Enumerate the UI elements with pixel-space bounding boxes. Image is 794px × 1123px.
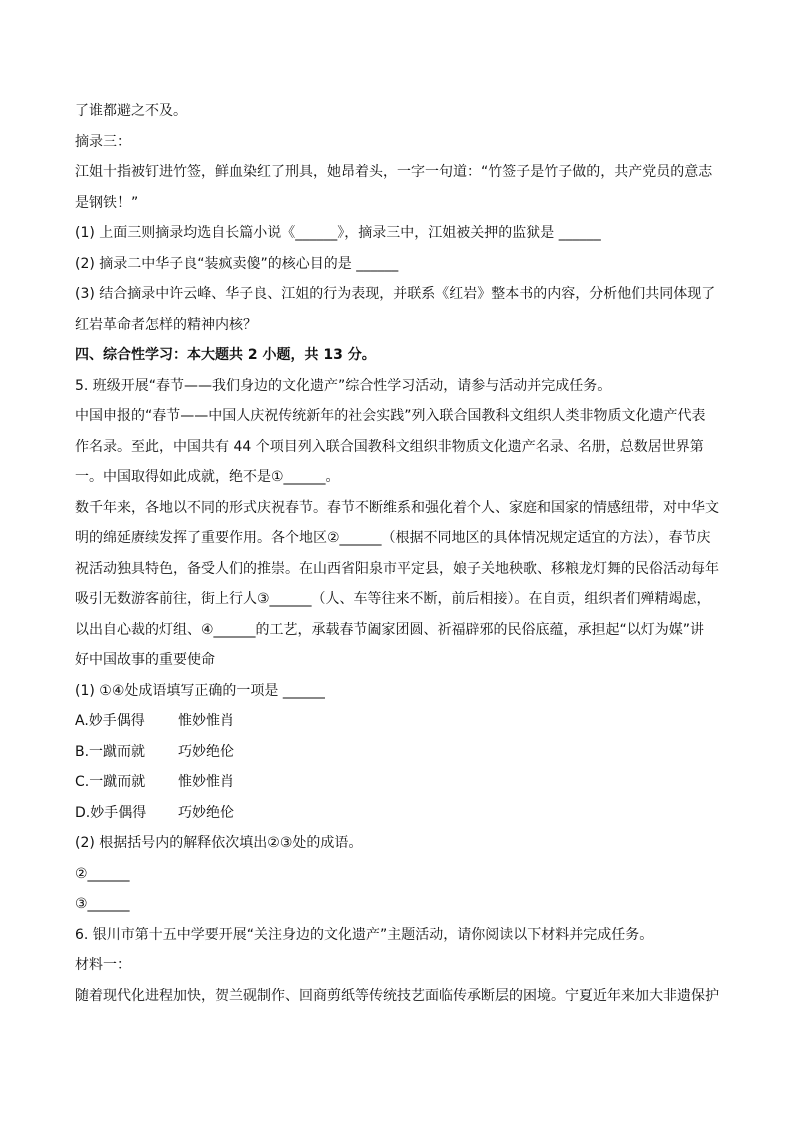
text-line: 好中国故事的重要使命 (75, 652, 215, 668)
text-line: 明的绵延赓续发挥了重要作用。各个地区②______（根据不同地区的具体情况规定适宜的方法），春节庆 (75, 530, 711, 546)
option-d-second: 巧妙绝伦 (178, 804, 234, 821)
sub-question-2: (2) 根据括号内的解释依次填出②③处的成语。 (75, 835, 363, 851)
question-6: 6. 银川市第十五中学要开展“关注身边的文化遗产”主题活动，请你阅读以下材料并完成任务。 (75, 926, 654, 943)
text-line: 江姐十指被钉进竹签，鲜血染红了刑具，她昂着头，一字一句道：“竹签子是竹子做的，共产党员的意志 (75, 164, 713, 180)
blank-2: ②______ (75, 865, 130, 882)
question-3: (3) 结合摘录中许云峰、华子良、江姐的行为表现，并联系《红岩》整本书的内容，分析他们共同体现了 (75, 286, 716, 302)
text-line: 了谁都避之不及。 (75, 103, 187, 119)
option-d (75, 798, 720, 829)
text-line: 是钢铁！” (75, 194, 139, 211)
text-line: 红岩革命者怎样的精神内核？ (75, 316, 257, 333)
document-page (75, 96, 720, 1011)
option-c (75, 767, 720, 798)
option-d-first: D.妙手偶得 (75, 804, 147, 821)
option-b-second: 巧妙绝伦 (178, 743, 234, 760)
option-a-first: A.妙手偶得 (75, 713, 145, 729)
option-b (75, 737, 720, 768)
question-2: (2) 摘录二中华子良“装疯卖傻”的核心目的是 ______ (75, 255, 399, 272)
text-line: 祝活动独具特色，备受人们的推崇。在山西省阳泉市平定县，娘子关地秧歌、移粮龙灯舞的民俗活动每年 (75, 560, 719, 577)
option-c-second: 惟妙惟肖 (178, 774, 234, 790)
option-a-second: 惟妙惟肖 (178, 713, 234, 729)
question-5: 5. 班级开展“春节——我们身边的文化遗产”综合性学习活动，请参与活动并完成任务。 (75, 377, 612, 394)
text-line: 一。中国取得如此成就，绝不是①______。 (75, 469, 340, 485)
sub-question-1: (1) ①④处成语填写正确的一项是 ______ (75, 682, 325, 699)
blank-3: ③______ (75, 896, 130, 912)
question-1: (1) 上面三则摘录均选自长篇小说《______》，摘录三中，江姐被关押的监狱是 ______ (75, 225, 601, 241)
text-line: 中国申报的“春节——中国人庆祝传统新年的社会实践”列入联合国教科文组织人类非物质文化遗产代表 (75, 408, 706, 424)
text-line: 数千年来，各地以不同的形式庆祝春节。春节不断维系和强化着个人、家庭和国家的情感纽带，对中华文 (75, 499, 719, 516)
text-line: 作名录。至此，中国共有 44 个项目列入联合国教科文组织非物质文化遗产名录、名册，总数居世界第 (75, 438, 704, 455)
text-line: 吸引无数游客前往，街上行人③______（人、车等往来不断，前后相接）。在自贡，组织者们殚精竭虑， (75, 591, 711, 607)
excerpt-heading: 摘录三： (75, 133, 131, 150)
material-heading: 材料一： (75, 957, 131, 973)
section-heading: 四、综合性学习：本大题共 2 小题，共 13 分。 (75, 347, 376, 363)
option-a (75, 706, 720, 737)
option-b-first: B.一蹴而就 (75, 743, 146, 760)
text-line: 以出自心裁的灯组、④______的工艺，承载春节阖家团圆、祈福辟邪的民俗底蕴，承担起“以灯为媒”讲 (75, 621, 705, 638)
text-line: 随着现代化进程加快，贺兰砚制作、回商剪纸等传统技艺面临传承断层的困境。宁夏近年来加大非遗保护 (75, 987, 719, 1004)
option-c-first: C.一蹴而就 (75, 774, 146, 790)
